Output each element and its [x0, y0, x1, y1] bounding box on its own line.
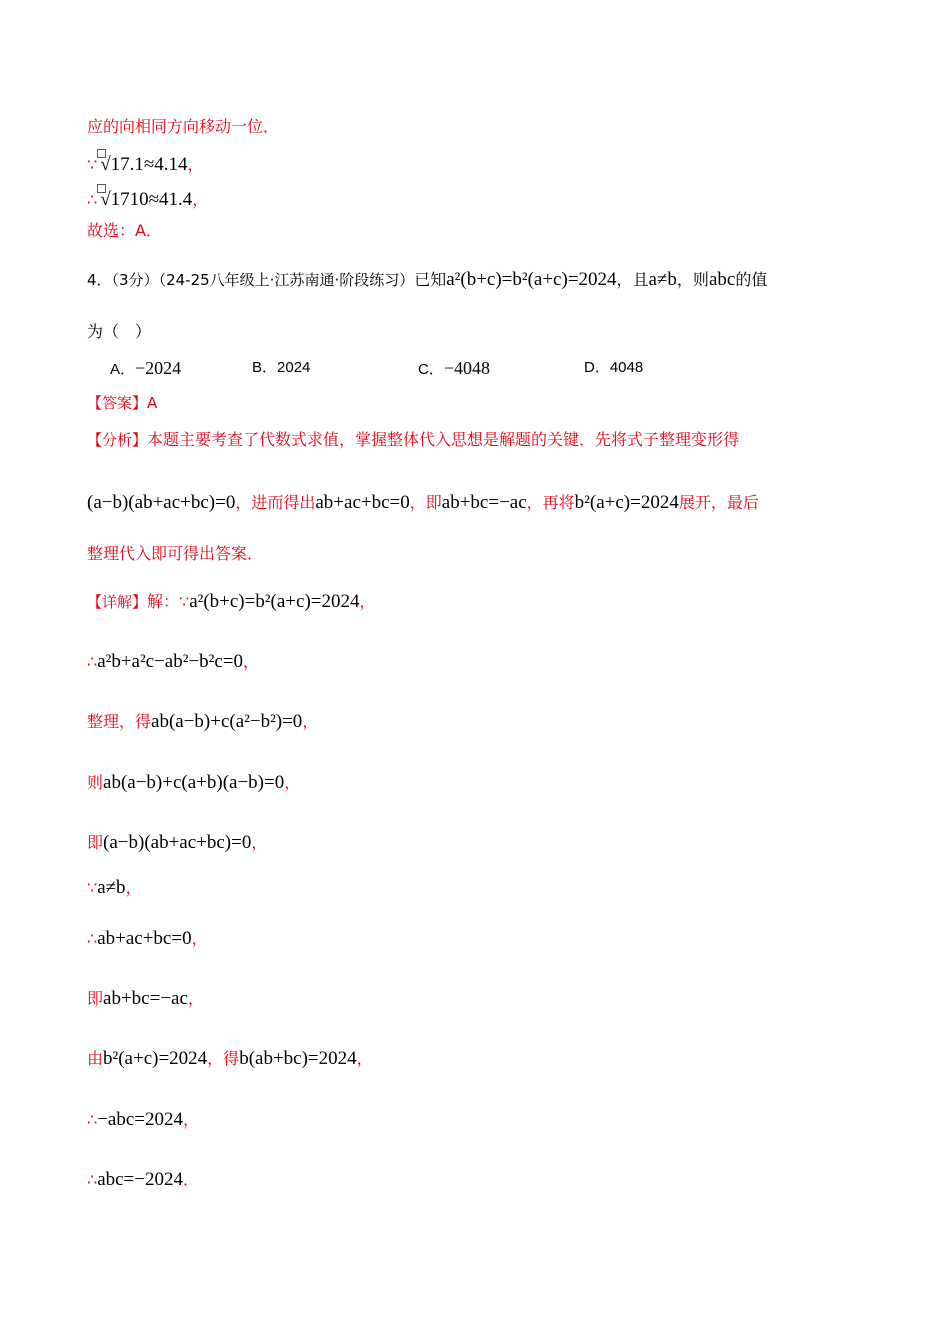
option-value: 4048: [609, 359, 644, 376]
option-value: −4048: [443, 358, 490, 378]
detail-step4: [87, 831, 267, 855]
prev-solution-line3: [87, 184, 208, 212]
analysis-math: b²(a+c)=2024: [574, 492, 679, 513]
analysis-line3: 整理代入即可得出答案．: [87, 544, 264, 563]
detail-math: −abc=2024: [97, 1109, 183, 1130]
punctuation: ，: [302, 712, 319, 731]
punctuation: ，: [251, 833, 268, 852]
option-a: [110, 356, 181, 382]
prev-solution-choice: 故选：A．: [87, 221, 162, 240]
detail-math: a²(b+c)=b²(a+c)=2024: [189, 591, 360, 612]
analysis-math: ab+ac+bc=0: [315, 492, 410, 513]
punctuation: ．: [182, 1170, 199, 1189]
detail-text: ，得: [207, 1049, 240, 1068]
detail-text: 即: [87, 989, 104, 1008]
answer-tag: 【答案】: [87, 394, 148, 412]
punctuation: ，: [187, 989, 204, 1008]
question-text: 的值: [735, 270, 768, 289]
analysis-text: ，即: [409, 493, 442, 512]
detail-step2: [87, 710, 318, 734]
punctuation: ，: [284, 773, 301, 792]
detail-text: 由: [87, 1049, 104, 1068]
therefore-symbol: ∴: [87, 652, 98, 671]
punctuation: ，: [191, 929, 208, 948]
detail-math: ab+ac+bc=0: [97, 928, 192, 949]
option-d: [584, 356, 643, 380]
detail-math: b(ab+bc)=2024: [239, 1048, 357, 1069]
question-equation: a²(b+c)=b²(a+c)=2024: [446, 269, 617, 290]
analysis-line1: [87, 428, 739, 452]
analysis-tag: 【分析】: [87, 431, 148, 449]
analysis-text: ，再将: [526, 493, 575, 512]
detail-math: ab(a−b)+c(a+b)(a−b)=0: [103, 772, 285, 793]
detail-tag: 【详解】: [87, 593, 148, 611]
therefore-symbol: ∴: [87, 190, 98, 209]
question-condition: a≠b: [648, 269, 677, 290]
prev-solution-line1: 应的向相同方向移动一位．: [87, 117, 280, 136]
detail-step1: [87, 650, 259, 674]
analysis-text: 展开，最后: [678, 493, 759, 512]
punctuation: ，: [187, 155, 204, 174]
option-c: [418, 356, 490, 382]
punctuation: ，: [192, 190, 209, 209]
answer-line: [87, 391, 157, 415]
punctuation: ，: [243, 652, 260, 671]
detail-step3: [87, 771, 300, 795]
option-value: −2024: [135, 358, 182, 378]
therefore-symbol: ∴: [87, 929, 98, 948]
question-4-stem: [87, 268, 767, 292]
therefore-symbol: ∴: [87, 1170, 98, 1189]
question-text: 已知: [414, 270, 447, 289]
detail-math: abc=−2024: [97, 1169, 183, 1190]
because-symbol: ∵: [87, 155, 98, 174]
detail-step6: [87, 927, 208, 951]
option-value: 2024: [277, 359, 311, 376]
analysis-text: ，进而得出: [235, 493, 316, 512]
option-label: A．: [110, 361, 136, 378]
detail-math: (a−b)(ab+ac+bc)=0: [103, 832, 252, 853]
detail-intro: [87, 590, 376, 614]
detail-step9: [87, 1108, 199, 1132]
option-label: B．: [252, 359, 278, 376]
analysis-text: 本题主要考查了代数式求值，掌握整体代入思想是解题的关键．先将式子整理变形得: [147, 430, 740, 449]
detail-math: ab+bc=−ac: [103, 988, 188, 1009]
detail-math: b²(a+c)=2024: [103, 1048, 208, 1069]
detail-step7: [87, 987, 204, 1011]
question-source: （24-25八年级上·江苏南通·阶段练习）: [158, 271, 415, 289]
analysis-line2: [87, 491, 759, 515]
analysis-math: ab+bc=−ac: [441, 492, 527, 513]
question-4-stem-line2: 为（ ）: [87, 322, 152, 341]
detail-text: 即: [87, 833, 104, 852]
because-symbol: ∵: [87, 878, 98, 897]
option-label: C．: [418, 361, 444, 378]
detail-math: a²b+a²c−ab²−b²c=0: [97, 651, 243, 672]
cube-root-expression: √17.1≈4.14: [100, 154, 188, 175]
question-number: 4．: [87, 271, 112, 289]
detail-math: a≠b: [97, 877, 126, 898]
therefore-symbol: ∴: [87, 1110, 98, 1129]
option-label: D．: [584, 359, 610, 376]
punctuation: ，: [125, 878, 142, 897]
detail-step5: [87, 876, 142, 900]
question-text: ，则: [676, 270, 709, 289]
question-target: abc: [708, 269, 736, 290]
detail-text: 解：∵: [147, 592, 190, 611]
prev-solution-line2: [87, 149, 204, 177]
detail-text: 整理，得: [87, 712, 152, 731]
detail-math: ab(a−b)+c(a²−b²)=0: [151, 711, 303, 732]
punctuation: ，: [356, 1049, 373, 1068]
question-score: （3分）: [111, 271, 159, 289]
punctuation: ，: [182, 1110, 199, 1129]
detail-step10: [87, 1168, 199, 1192]
cube-root-expression: √1710≈41.4: [100, 189, 193, 210]
analysis-math: (a−b)(ab+ac+bc)=0: [87, 492, 236, 513]
detail-text: 则: [87, 773, 104, 792]
option-b: [252, 356, 310, 380]
punctuation: ，: [359, 592, 376, 611]
question-text: ，且: [616, 270, 649, 289]
detail-step8: [87, 1047, 373, 1071]
answer-value: A: [147, 394, 158, 412]
